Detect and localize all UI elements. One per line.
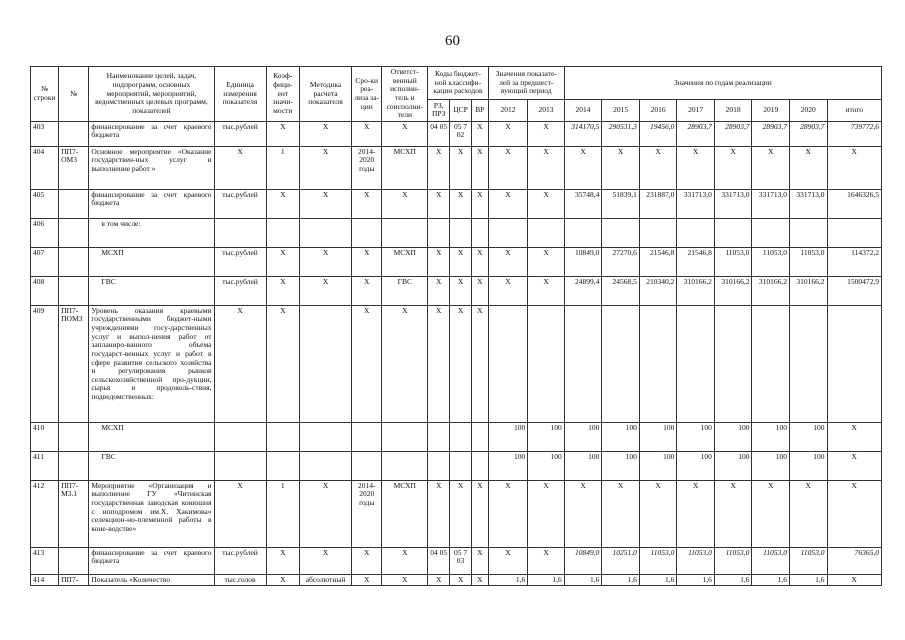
header-unit: Единица измерения показателя	[214, 67, 266, 122]
row-total	[827, 305, 882, 422]
row-2015: 290531,3	[602, 121, 640, 146]
row-number: 403	[31, 121, 59, 146]
header-budget-codes: Коды бюджет-ной классифи-кации расходов	[428, 67, 488, 100]
row-code	[59, 247, 89, 276]
row-coef: X	[266, 276, 299, 305]
row-name: МСХП	[89, 247, 214, 276]
row-total: 739772,6	[827, 121, 882, 146]
row-2018: 11053,0	[714, 247, 752, 276]
row-2012: X	[488, 480, 528, 547]
row-number: 412	[31, 480, 59, 547]
table-row	[31, 547, 882, 574]
row-2012: X	[488, 146, 528, 189]
row-unit: X	[214, 305, 266, 422]
row-rz: X	[428, 189, 450, 218]
row-rz: 04 05	[428, 547, 450, 574]
row-name: финансирование за счет краевого бюджета	[89, 547, 214, 574]
header-row-top	[31, 67, 882, 100]
header-year-values: Значения по годам реализации	[564, 67, 881, 100]
row-vr	[472, 422, 489, 451]
row-2018: X	[714, 480, 752, 547]
table-row	[31, 247, 882, 276]
row-2012: X	[488, 189, 528, 218]
row-2020: 100	[789, 451, 827, 480]
row-2014: 10849,0	[564, 247, 602, 276]
row-2018: 310166,2	[714, 276, 752, 305]
row-unit: X	[214, 480, 266, 547]
row-executor: X	[382, 189, 428, 218]
row-csr: X	[450, 574, 472, 586]
row-number: 411	[31, 451, 59, 480]
row-2013	[528, 218, 564, 247]
header-2014: 2014	[564, 99, 602, 121]
row-csr: X	[450, 247, 472, 276]
row-2012: 1,6	[488, 574, 528, 586]
row-terms	[352, 451, 382, 480]
row-2014: 35748,4	[564, 189, 602, 218]
header-csr: ЦСР	[450, 99, 472, 121]
row-name: Уровень оказания краевыми государственными бюджет-ными учреждениями госу-дарственных услуг и выпол-нения работ от запланиро-ванного объема государст-венных услуг и работ в сфере развития сельского хозяйства и регулирования рынков сельскохозяйственной про-дукции, сырья и продоволь-ствия, подведомственных:	[89, 305, 214, 422]
row-2020	[789, 305, 827, 422]
row-csr: X	[450, 276, 472, 305]
row-number: 413	[31, 547, 59, 574]
row-total: X	[827, 422, 882, 451]
row-method: X	[299, 276, 351, 305]
table-row	[31, 574, 882, 586]
header-2019: 2019	[752, 99, 790, 121]
header-2016: 2016	[639, 99, 677, 121]
row-coef	[266, 422, 299, 451]
header-method: Методика расчета показателя	[299, 67, 351, 122]
row-2013: X	[528, 189, 564, 218]
row-unit	[214, 218, 266, 247]
row-executor	[382, 451, 428, 480]
header-name: Наименование целей, задач, подпрограмм, основных мероприятий, мероприятий, ведомственных целевых программ, показателей	[89, 67, 214, 122]
row-csr: 05 7 02	[450, 121, 472, 146]
row-2019: 100	[752, 422, 790, 451]
row-coef: 1	[266, 146, 299, 189]
row-2016: 11053,0	[639, 547, 677, 574]
header-rz: РЗ, ПРЗ	[428, 99, 450, 121]
row-coef: 1	[266, 480, 299, 547]
row-2017: X	[677, 480, 715, 547]
row-number: 406	[31, 218, 59, 247]
row-csr: X	[450, 480, 472, 547]
header-2018: 2018	[714, 99, 752, 121]
row-2014: 100	[564, 451, 602, 480]
row-csr: X	[450, 305, 472, 422]
row-coef: X	[266, 574, 299, 586]
header-vr: ВР	[472, 99, 489, 121]
table-row	[31, 189, 882, 218]
row-terms	[352, 422, 382, 451]
row-name: в том числе:	[89, 218, 214, 247]
header-2020: 2020	[789, 99, 827, 121]
row-2013: X	[528, 121, 564, 146]
row-terms: X	[352, 574, 382, 586]
row-vr: X	[472, 146, 489, 189]
row-vr: X	[472, 189, 489, 218]
row-2020: 1,6	[789, 574, 827, 586]
row-name: Показатель «Количество	[89, 574, 214, 586]
row-2017: 1,6	[677, 574, 715, 586]
row-2019: 310166,2	[752, 276, 790, 305]
row-2012: X	[488, 276, 528, 305]
row-unit: тыс.рублей	[214, 189, 266, 218]
row-number: 414	[31, 574, 59, 586]
row-total: 76365,0	[827, 547, 882, 574]
row-code: ПП7-	[59, 574, 89, 586]
row-name: Мероприятие «Организация и выполнение ГУ «Читинская государственная заводская конюшня с ипподромом им.Х. Хакимова» селекцион-но-племенной работы в коне-водстве»	[89, 480, 214, 547]
row-terms: X	[352, 189, 382, 218]
row-method: X	[299, 146, 351, 189]
row-executor: X	[382, 547, 428, 574]
row-2019: 28903,7	[752, 121, 790, 146]
row-unit: тыс.рублей	[214, 276, 266, 305]
row-csr	[450, 422, 472, 451]
row-number: 408	[31, 276, 59, 305]
row-2017: 310166,2	[677, 276, 715, 305]
header-terms: Сро-ки реа-лиза за-ции	[352, 67, 382, 122]
row-2020: 28903,7	[789, 121, 827, 146]
row-rz	[428, 451, 450, 480]
header-2015: 2015	[602, 99, 640, 121]
row-code: ПП7-ОМ3	[59, 146, 89, 189]
row-2016: 19456,0	[639, 121, 677, 146]
row-name: МСХП	[89, 422, 214, 451]
row-2018: 100	[714, 451, 752, 480]
row-2016: X	[639, 146, 677, 189]
row-vr: X	[472, 574, 489, 586]
row-2017: 28903,7	[677, 121, 715, 146]
row-2013: X	[528, 146, 564, 189]
row-name: финансирование за счет краевого бюджета	[89, 189, 214, 218]
row-2019: 11053,0	[752, 547, 790, 574]
row-2018	[714, 305, 752, 422]
row-executor: X	[382, 305, 428, 422]
row-terms: 2014-2020 годы	[352, 146, 382, 189]
row-unit: X	[214, 146, 266, 189]
row-total: 1500472,9	[827, 276, 882, 305]
row-2019: 1,6	[752, 574, 790, 586]
row-2016: 1,6	[639, 574, 677, 586]
row-2019: 11053,0	[752, 247, 790, 276]
row-2012	[488, 218, 528, 247]
row-executor	[382, 422, 428, 451]
row-2017: X	[677, 146, 715, 189]
row-2018: 28903,7	[714, 121, 752, 146]
row-2018: 331713,0	[714, 189, 752, 218]
header-2017: 2017	[677, 99, 715, 121]
row-2020: 11053,0	[789, 547, 827, 574]
row-name: ГВС	[89, 276, 214, 305]
row-2015: 100	[602, 451, 640, 480]
row-2019: X	[752, 480, 790, 547]
row-csr	[450, 451, 472, 480]
row-total: X	[827, 451, 882, 480]
row-csr	[450, 218, 472, 247]
row-2019	[752, 305, 790, 422]
row-2018: 11053,0	[714, 547, 752, 574]
row-terms: 2014-2020 годы	[352, 480, 382, 547]
table-row	[31, 305, 882, 422]
row-method: X	[299, 547, 351, 574]
row-terms: X	[352, 247, 382, 276]
row-2012: X	[488, 247, 528, 276]
row-2012: X	[488, 547, 528, 574]
row-2015: 10251,0	[602, 547, 640, 574]
row-rz: X	[428, 574, 450, 586]
row-vr	[472, 451, 489, 480]
row-executor	[382, 218, 428, 247]
row-2013: 100	[528, 451, 564, 480]
row-2018: X	[714, 146, 752, 189]
row-2020: 331713,0	[789, 189, 827, 218]
row-vr: X	[472, 480, 489, 547]
row-2015: 51839,1	[602, 189, 640, 218]
row-code	[59, 547, 89, 574]
header-2013: 2013	[528, 99, 564, 121]
row-name: ГВС	[89, 451, 214, 480]
row-2014	[564, 305, 602, 422]
row-2019	[752, 218, 790, 247]
row-method	[299, 305, 351, 422]
row-vr: X	[472, 305, 489, 422]
table-row	[31, 146, 882, 189]
row-unit: тыс.рублей	[214, 247, 266, 276]
row-total: X	[827, 480, 882, 547]
header-coef: Коэф-фици-ент значи-мости	[266, 67, 299, 122]
row-2019: X	[752, 146, 790, 189]
row-terms: X	[352, 305, 382, 422]
row-2019: 100	[752, 451, 790, 480]
header-2012: 2012	[488, 99, 528, 121]
row-number: 405	[31, 189, 59, 218]
row-2013: X	[528, 247, 564, 276]
row-2020: 100	[789, 422, 827, 451]
row-2016	[639, 305, 677, 422]
row-number: 409	[31, 305, 59, 422]
row-rz	[428, 218, 450, 247]
row-2013: 100	[528, 422, 564, 451]
row-code	[59, 276, 89, 305]
row-unit	[214, 422, 266, 451]
row-2020: X	[789, 146, 827, 189]
row-2015: 1,6	[602, 574, 640, 586]
row-vr: X	[472, 247, 489, 276]
row-method: X	[299, 480, 351, 547]
row-terms: X	[352, 121, 382, 146]
row-2020: X	[789, 480, 827, 547]
row-code	[59, 189, 89, 218]
row-rz: X	[428, 480, 450, 547]
row-2018	[714, 218, 752, 247]
row-2014: 24899,4	[564, 276, 602, 305]
row-coef: X	[266, 305, 299, 422]
row-rz: X	[428, 146, 450, 189]
row-2017: 21546,8	[677, 247, 715, 276]
row-total	[827, 218, 882, 247]
row-2017	[677, 305, 715, 422]
row-2016: 231887,0	[639, 189, 677, 218]
row-vr	[472, 218, 489, 247]
row-2015	[602, 218, 640, 247]
row-code	[59, 451, 89, 480]
row-code: ПП7-М3.1	[59, 480, 89, 547]
row-unit	[214, 451, 266, 480]
row-2014: 314170,5	[564, 121, 602, 146]
row-2017: 11053,0	[677, 547, 715, 574]
row-2014: X	[564, 480, 602, 547]
row-2017: 331713,0	[677, 189, 715, 218]
row-2019: 331713,0	[752, 189, 790, 218]
row-2014: 100	[564, 422, 602, 451]
row-2012: 100	[488, 451, 528, 480]
row-coef	[266, 218, 299, 247]
program-table	[30, 66, 882, 586]
row-rz	[428, 422, 450, 451]
row-executor: X	[382, 121, 428, 146]
row-total: 114372,2	[827, 247, 882, 276]
row-2020: 310166,2	[789, 276, 827, 305]
row-vr: X	[472, 121, 489, 146]
row-method	[299, 451, 351, 480]
row-vr: X	[472, 276, 489, 305]
row-method: X	[299, 121, 351, 146]
header-row-no: № строки	[31, 67, 59, 122]
row-2020	[789, 218, 827, 247]
row-csr: X	[450, 146, 472, 189]
row-2014: 10849,0	[564, 547, 602, 574]
row-rz: X	[428, 276, 450, 305]
header-no: №	[59, 67, 89, 122]
row-csr: X	[450, 189, 472, 218]
row-rz: X	[428, 305, 450, 422]
row-total: X	[827, 574, 882, 586]
row-method: абсолютный	[299, 574, 351, 586]
row-2012: 100	[488, 422, 528, 451]
table-row	[31, 451, 882, 480]
header-prev-values: Значения показате-лей за предшест-вующий период	[488, 67, 564, 100]
row-2020: 11053,0	[789, 247, 827, 276]
row-executor: МСХП	[382, 247, 428, 276]
row-2017	[677, 218, 715, 247]
row-number: 407	[31, 247, 59, 276]
row-code	[59, 422, 89, 451]
header-total: итого	[827, 99, 882, 121]
row-csr: 05 7 03	[450, 547, 472, 574]
row-method: X	[299, 189, 351, 218]
row-executor: МСХП	[382, 146, 428, 189]
row-unit: тыс.рублей	[214, 547, 266, 574]
row-2016: 210340,2	[639, 276, 677, 305]
row-method	[299, 218, 351, 247]
row-code: ПП7-ПОМ3	[59, 305, 89, 422]
row-executor: X	[382, 574, 428, 586]
table-row	[31, 480, 882, 547]
row-coef: X	[266, 547, 299, 574]
row-name: Основное мероприятие «Оказание государствен-ных услуг и выполнение работ »	[89, 146, 214, 189]
row-executor: МСХП	[382, 480, 428, 547]
row-2017: 100	[677, 451, 715, 480]
row-2014	[564, 218, 602, 247]
row-2016	[639, 218, 677, 247]
row-2013: X	[528, 480, 564, 547]
row-2015: 27270,6	[602, 247, 640, 276]
row-2012: X	[488, 121, 528, 146]
row-2016: 100	[639, 451, 677, 480]
row-terms: X	[352, 547, 382, 574]
row-vr: X	[472, 547, 489, 574]
row-2015: X	[602, 146, 640, 189]
row-coef: X	[266, 189, 299, 218]
row-2015: X	[602, 480, 640, 547]
row-name: финансирование за счет краевого бюджета	[89, 121, 214, 146]
row-executor: ГВС	[382, 276, 428, 305]
row-total: X	[827, 146, 882, 189]
page-number: 60	[445, 33, 460, 49]
row-2017: 100	[677, 422, 715, 451]
table-row	[31, 276, 882, 305]
row-2018: 1,6	[714, 574, 752, 586]
row-code	[59, 121, 89, 146]
row-code	[59, 218, 89, 247]
row-2015: 24568,5	[602, 276, 640, 305]
row-total: 1646326,5	[827, 189, 882, 218]
table-row	[31, 422, 882, 451]
table-row	[31, 218, 882, 247]
header-executor: Ответст-венный исполни-тель и соисполни-тели	[382, 67, 428, 122]
row-2016: X	[639, 480, 677, 547]
row-2014: X	[564, 146, 602, 189]
row-2018: 100	[714, 422, 752, 451]
row-terms: X	[352, 276, 382, 305]
row-coef: X	[266, 247, 299, 276]
table-row	[31, 121, 882, 146]
row-method: X	[299, 247, 351, 276]
row-2013: X	[528, 547, 564, 574]
row-2015: 100	[602, 422, 640, 451]
row-number: 404	[31, 146, 59, 189]
row-coef: X	[266, 121, 299, 146]
row-2013: X	[528, 276, 564, 305]
row-rz: X	[428, 247, 450, 276]
row-unit: тыс.голов	[214, 574, 266, 586]
row-number: 410	[31, 422, 59, 451]
row-rz: 04 05	[428, 121, 450, 146]
row-2014: 1,6	[564, 574, 602, 586]
row-2012	[488, 305, 528, 422]
row-2016: 21546,8	[639, 247, 677, 276]
row-terms	[352, 218, 382, 247]
row-2015	[602, 305, 640, 422]
row-2016: 100	[639, 422, 677, 451]
row-unit: тыс.рублей	[214, 121, 266, 146]
row-coef	[266, 451, 299, 480]
row-method	[299, 422, 351, 451]
row-2013: 1,6	[528, 574, 564, 586]
row-2013	[528, 305, 564, 422]
